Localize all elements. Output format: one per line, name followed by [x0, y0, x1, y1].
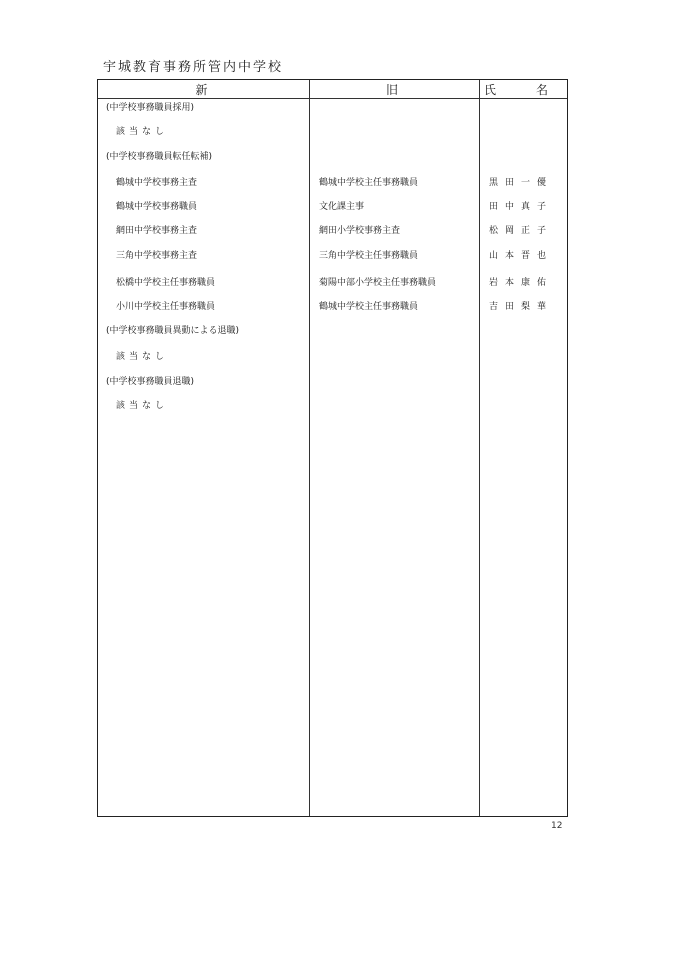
row-new-position: 鶴城中学校事務職員	[116, 202, 198, 212]
row-old-position: 三角中学校主任事務職員	[319, 251, 419, 261]
row-new-position: 網田中学校事務主査	[116, 226, 198, 236]
personnel-table	[97, 79, 568, 817]
row-person-name: 吉田梨華	[489, 302, 554, 312]
section-retire-transfer: (中学校事務職員異動による退職)	[106, 326, 240, 336]
row-new-position: 松橋中学校主任事務職員	[116, 278, 216, 288]
row-new-position: 小川中学校主任事務職員	[116, 302, 216, 312]
section-transfer: (中学校事務職員転任転補)	[106, 152, 213, 162]
section-recruit-none: 該当なし	[116, 127, 169, 137]
row-person-name: 山本晋也	[489, 251, 554, 261]
row-new-position: 鶴城中学校事務主査	[116, 178, 198, 188]
row-old-position: 菊陽中部小学校主任事務職員	[319, 278, 437, 288]
column-divider-2	[479, 80, 480, 816]
row-person-name: 田中真子	[489, 202, 554, 212]
row-old-position: 網田小学校事務主査	[319, 226, 401, 236]
header-old: 旧	[385, 83, 402, 97]
row-new-position: 三角中学校事務主査	[116, 251, 198, 261]
row-person-name: 黒田一優	[489, 178, 554, 188]
section-retire: (中学校事務職員退職)	[106, 377, 195, 387]
header-new: 新	[195, 83, 212, 97]
column-divider-1	[309, 80, 310, 816]
row-person-name: 松岡正子	[489, 226, 554, 236]
row-old-position: 鶴城中学校主任事務職員	[319, 178, 419, 188]
header-divider	[98, 98, 567, 99]
section-retire-none: 該当なし	[116, 401, 169, 411]
row-old-position: 鶴城中学校主任事務職員	[319, 302, 419, 312]
document-title: 宇城教育事務所管内中学校	[103, 60, 284, 75]
section-recruit: (中学校事務職員採用)	[106, 103, 195, 113]
page-number: 12	[551, 821, 563, 831]
row-person-name: 岩本康佑	[489, 278, 554, 288]
row-old-position: 文化課主事	[319, 202, 365, 212]
section-retire-transfer-none: 該当なし	[116, 352, 169, 362]
header-name: 氏 名	[483, 83, 562, 97]
